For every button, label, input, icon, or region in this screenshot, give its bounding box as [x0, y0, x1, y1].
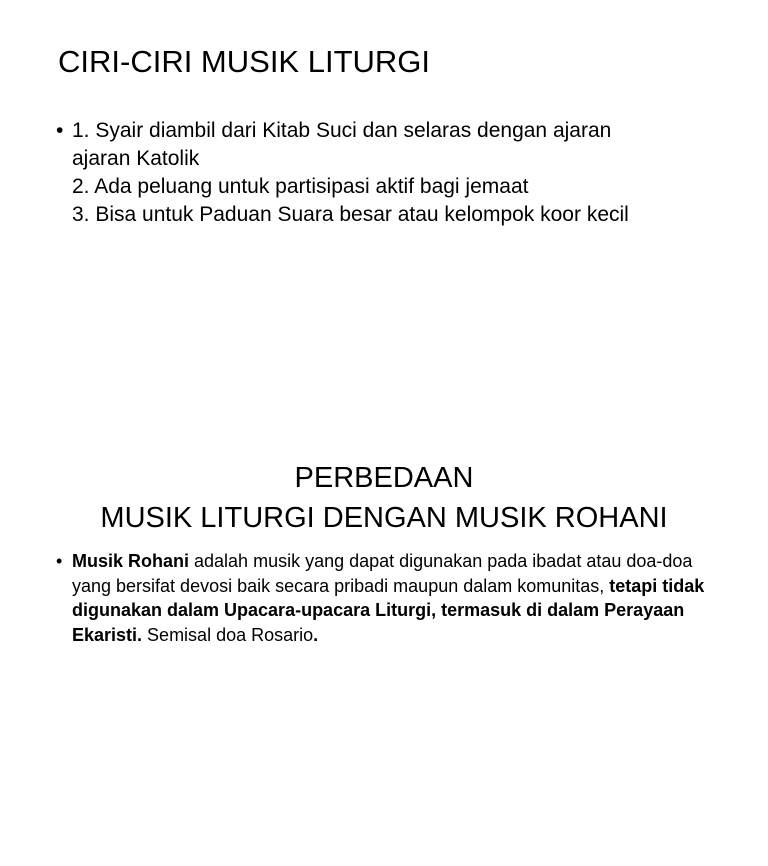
term-musik-rohani: Musik Rohani: [72, 551, 190, 571]
paragraph-text-2: Semisal doa Rosario: [142, 624, 314, 645]
bullet-item: [56, 117, 736, 229]
bullet-line-4: 3. Bisa untuk Paduan Suara besar atau kelompok koor kecil: [72, 203, 629, 226]
bullet-text: [72, 117, 736, 229]
bullet-marker: •: [56, 551, 63, 571]
slide-perbedaan: [0, 433, 768, 866]
slide-title-line-1: PERBEDAAN: [294, 462, 474, 494]
slide-title: CIRI-CIRI MUSIK LITURGI: [58, 44, 431, 79]
bullet-list: [56, 549, 726, 647]
bullet-line-1: 1. Syair diambil dari Kitab Suci dan selaras dengan ajaran: [72, 119, 612, 142]
slide-title: [0, 458, 768, 538]
paragraph-text-1: adalah musik yang dapat digunakan pada ibadat atau doa-doa yang bersifat devosi baik secara pribadi maupun dalam komunitas,: [72, 551, 693, 596]
bullet-line-2: ajaran Katolik: [72, 147, 200, 170]
bullet-marker: •: [56, 119, 64, 142]
paragraph-emphasis: tetapi tidak digunakan dalam Upacara-upacara Liturgi, termasuk di dalam Perayaan Ekaristi.: [72, 575, 705, 645]
bullet-item: [56, 549, 726, 647]
slide-title-line-2: MUSIK LITURGI DENGAN MUSIK ROHANI: [100, 502, 668, 534]
bullet-paragraph: [72, 549, 726, 647]
paragraph-end-period: .: [313, 624, 319, 645]
bullet-line-3: 2. Ada peluang untuk partisipasi aktif bagi jemaat: [72, 175, 529, 198]
bullet-list: [56, 117, 736, 229]
